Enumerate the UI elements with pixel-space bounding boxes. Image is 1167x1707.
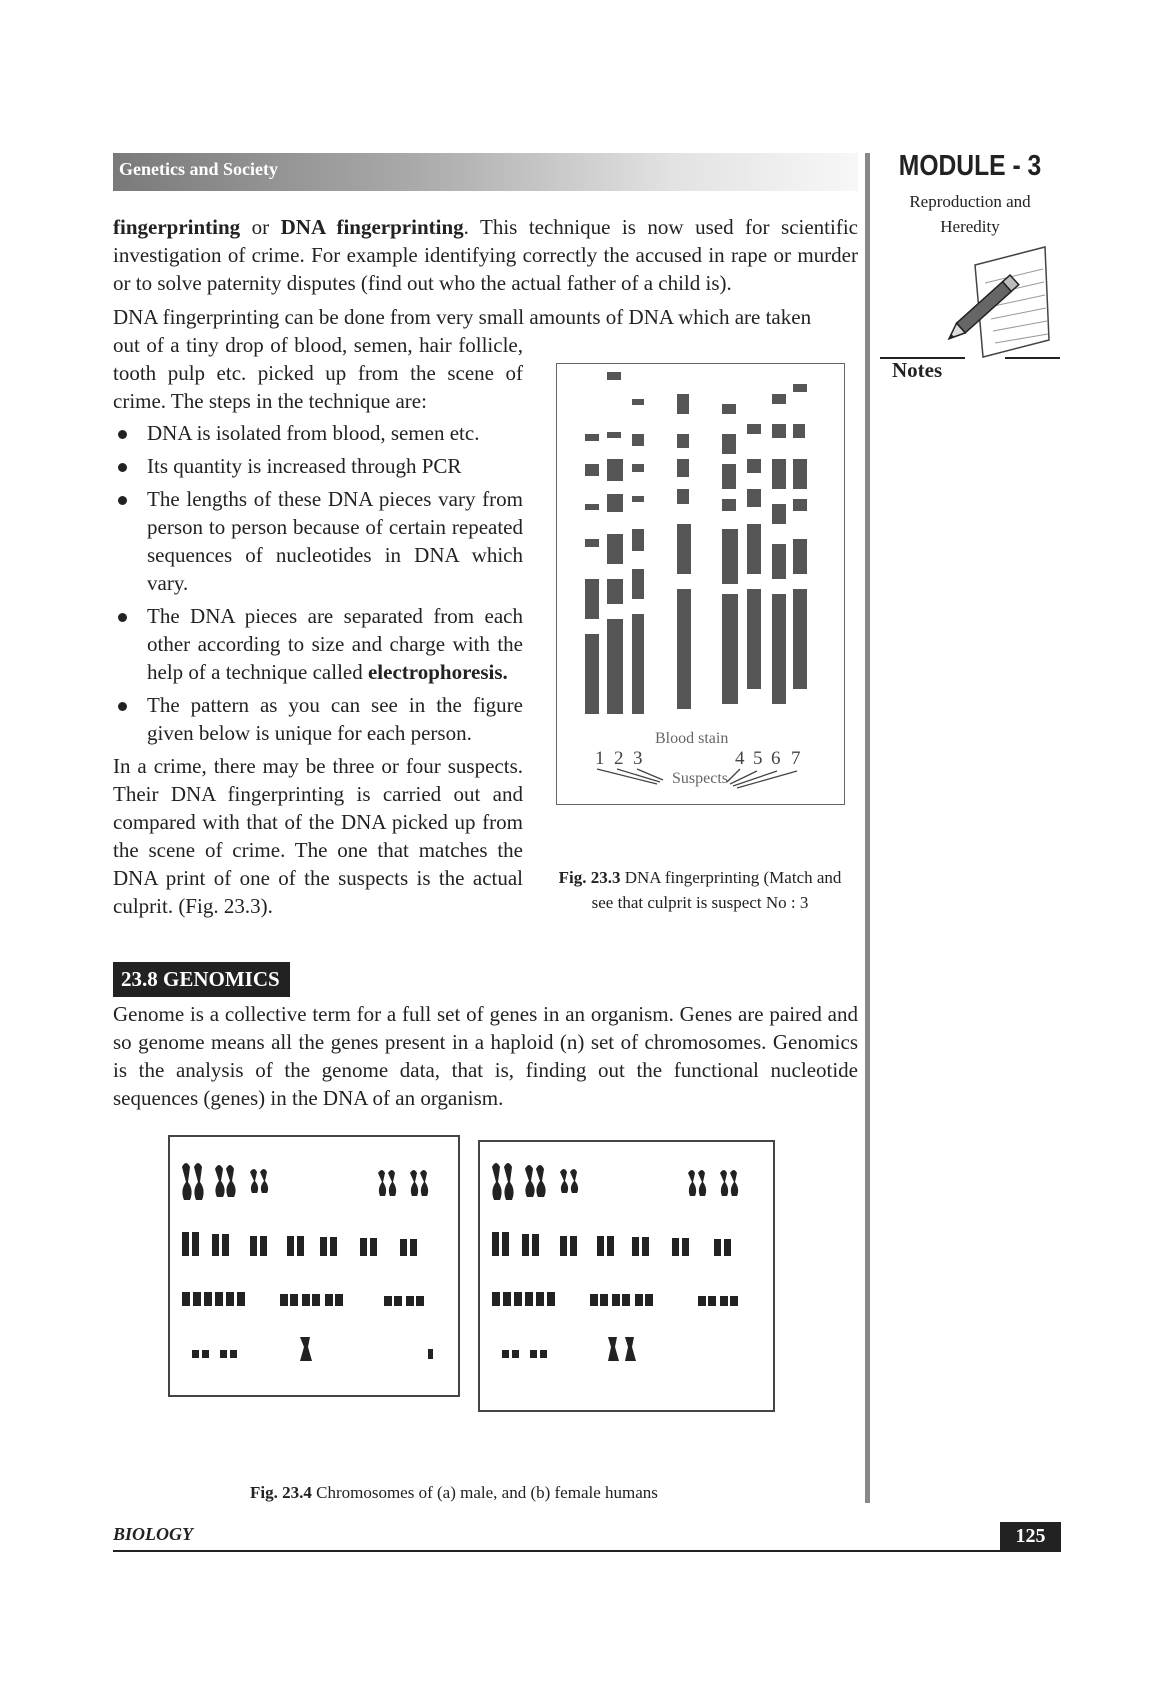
- module-subtitle-line1: Reproduction and: [909, 192, 1031, 211]
- dna-fingerprint-figure: [556, 363, 845, 805]
- electrophoresis-gel: [557, 364, 846, 806]
- lane-number: 2: [614, 748, 624, 769]
- term-dna-fingerprinting: DNA fingerprinting: [280, 215, 464, 239]
- crime-paragraph: In a crime, there may be three or four suspects. Their DNA fingerprinting is carried out and compared with that of the DNA picked up from the scene of crime. The one that matches the DNA print of one of the suspects is the actual culprit. (Fig. 23.3).: [113, 754, 523, 918]
- dna-sample-paragraph: out of a tiny drop of blood, semen, hair follicle, tooth pulp etc. picked up from the scene of crime. The steps in the technique are:: [113, 333, 523, 413]
- male-chromosomes: [170, 1137, 462, 1399]
- module-title: MODULE - 3: [898, 150, 1042, 182]
- blood-stain-label: Blood stain: [655, 730, 729, 747]
- genomics-paragraph: Genome is a collective term for a full set of genes in an organism. Genes are paired and so genome means all the genes present in a haploid (n) set of chromosomes. Genomics is the analysis of the genome data, that is, finding out the functional nucleotide sequences (genes) in the DNA of an organism.: [113, 1002, 858, 1110]
- intro-paragraph: [113, 213, 858, 297]
- term-fingerprinting: fingerprinting: [113, 215, 241, 239]
- lane-number: 7: [791, 748, 801, 769]
- page-number: 125: [1000, 1522, 1061, 1552]
- module-subtitle: [880, 189, 1060, 239]
- notes-label: Notes: [892, 358, 943, 382]
- notes-rule-right: [1005, 357, 1060, 359]
- technique-steps-list: [113, 419, 523, 747]
- figure-23-4-caption: [250, 1483, 658, 1503]
- female-chromosomes: [480, 1142, 777, 1414]
- section-header-title: Genetics and Society: [119, 159, 278, 179]
- lane-number: 4: [735, 748, 745, 769]
- intro-paragraph-rest: . This technique is now used for scientific investigation of crime. For example identifying correctly the accused in rape or murder or to solve paternity disputes (find out who the actual father of a child is).: [113, 215, 858, 295]
- list-item: Its quantity is increased through PCR: [113, 452, 523, 480]
- text-or: or: [240, 215, 281, 239]
- male-karyotype-figure: [168, 1135, 460, 1397]
- dna-sample-line: DNA fingerprinting can be done from very small amounts of DNA which are taken: [113, 305, 812, 329]
- caption-text: Chromosomes of (a) male, and (b) female humans: [311, 1483, 658, 1502]
- caption-figure-number: Fig. 23.4: [250, 1483, 312, 1502]
- lane-number: 1: [595, 748, 605, 769]
- left-column: [113, 331, 523, 920]
- caption-line-1: [530, 865, 870, 890]
- list-item: [113, 602, 523, 686]
- female-karyotype-figure: [478, 1140, 775, 1412]
- term-electrophoresis: electrophoresis.: [367, 660, 508, 684]
- caption-line-1-text: DNA fingerprinting (Match and: [620, 868, 842, 887]
- section-heading-genomics: 23.8 GENOMICS: [113, 962, 290, 997]
- module-subtitle-line2: Heredity: [940, 217, 1000, 236]
- caption-line-2: see that culprit is suspect No : 3: [591, 893, 809, 912]
- footer-rule: [113, 1550, 1061, 1552]
- lane-number: 6: [771, 748, 781, 769]
- caption-figure-number: Fig. 23.3: [558, 868, 621, 887]
- section-header-bar: [113, 153, 858, 191]
- list-item: The pattern as you can see in the figure given below is unique for each person.: [113, 691, 523, 747]
- list-item: DNA is isolated from blood, semen etc.: [113, 419, 523, 447]
- notepad-pencil-icon: [945, 245, 1050, 360]
- list-item: The lengths of these DNA pieces vary from person to person because of certain repeated sequences of nucleotides in DNA which vary.: [113, 485, 523, 597]
- list-item-text: The DNA pieces are separated from each other according to size and charge with the help of a technique called: [147, 604, 523, 684]
- lane-number: 3: [633, 748, 643, 769]
- figure-23-3-caption: [530, 865, 870, 915]
- lane-number: 5: [753, 748, 763, 769]
- footer-subject: BIOLOGY: [113, 1524, 193, 1544]
- suspects-label: Suspects: [672, 770, 728, 787]
- margin-divider: [865, 153, 870, 1503]
